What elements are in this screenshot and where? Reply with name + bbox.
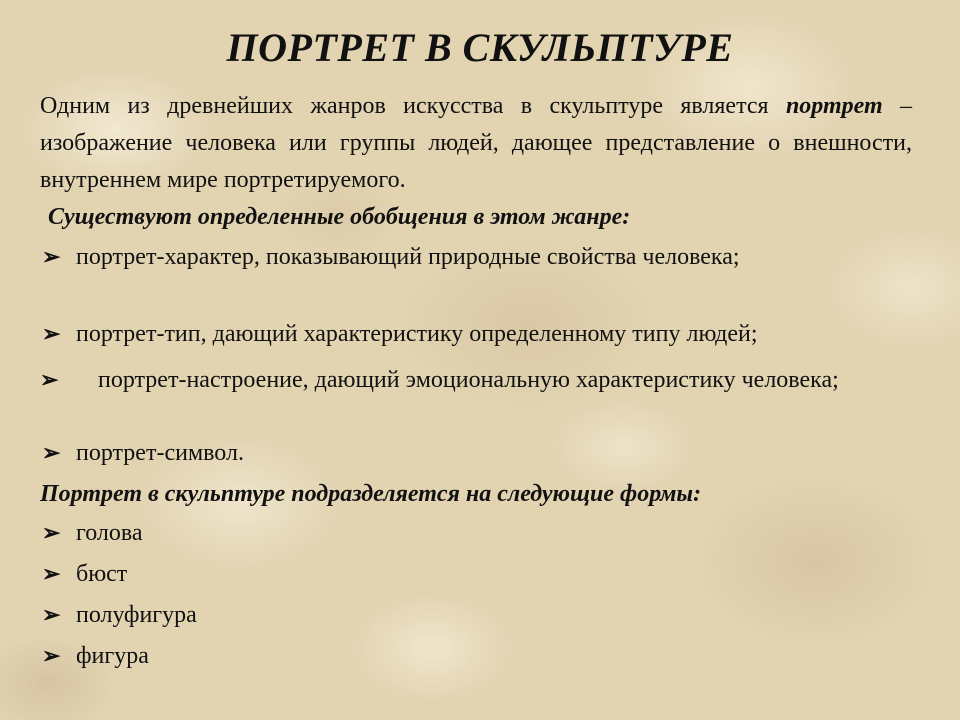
genres-heading: Существуют определенные обобщения в этом жанре: <box>48 204 631 230</box>
genre-item-text: портрет-настроение, дающий эмоциональную характеристику человека; <box>98 367 839 393</box>
form-item <box>40 520 948 547</box>
arrow-bullet-icon: ➢ <box>42 643 61 668</box>
arrow-bullet-icon: ➢ <box>42 602 61 627</box>
form-item <box>40 643 948 670</box>
form-item-text: бюст <box>76 561 128 587</box>
genre-item <box>40 244 948 271</box>
genre-item-text: портрет-символ. <box>76 440 244 466</box>
genre-item <box>40 321 948 348</box>
arrow-bullet-icon: ➢ <box>42 520 61 545</box>
arrow-bullet-icon: ➢ <box>42 321 61 346</box>
arrow-bullet-icon: ➢ <box>42 561 61 586</box>
form-item-text: полуфигура <box>76 602 197 628</box>
genre-item <box>40 362 912 398</box>
genre-item <box>40 440 948 467</box>
form-item-text: фигура <box>76 643 149 669</box>
intro-text-part1: Одним из древнейших жанров искусства в скульптуре является <box>40 93 786 119</box>
slide-title: ПОРТРЕТ В СКУЛЬПТУРЕ <box>226 25 734 70</box>
intro-term: портрет <box>785 93 883 119</box>
form-item <box>40 602 948 629</box>
form-item-text: голова <box>76 520 143 546</box>
arrow-bullet-icon: ➢ <box>40 367 59 392</box>
arrow-bullet-icon: ➢ <box>42 244 61 269</box>
intro-text-part2: – изображение человека или группы людей, дающее представление о внешности, внутреннем мире портретируемого. <box>40 93 913 193</box>
form-item <box>40 561 948 588</box>
genre-item-text: портрет-тип, дающий характеристику определенному типу людей; <box>76 321 758 347</box>
genre-item-text: портрет-характер, показывающий природные свойства человека; <box>76 244 740 270</box>
arrow-bullet-icon: ➢ <box>42 440 61 465</box>
forms-heading: Портрет в скульптуре подразделяется на следующие формы: <box>40 481 702 507</box>
intro-paragraph <box>40 88 912 199</box>
